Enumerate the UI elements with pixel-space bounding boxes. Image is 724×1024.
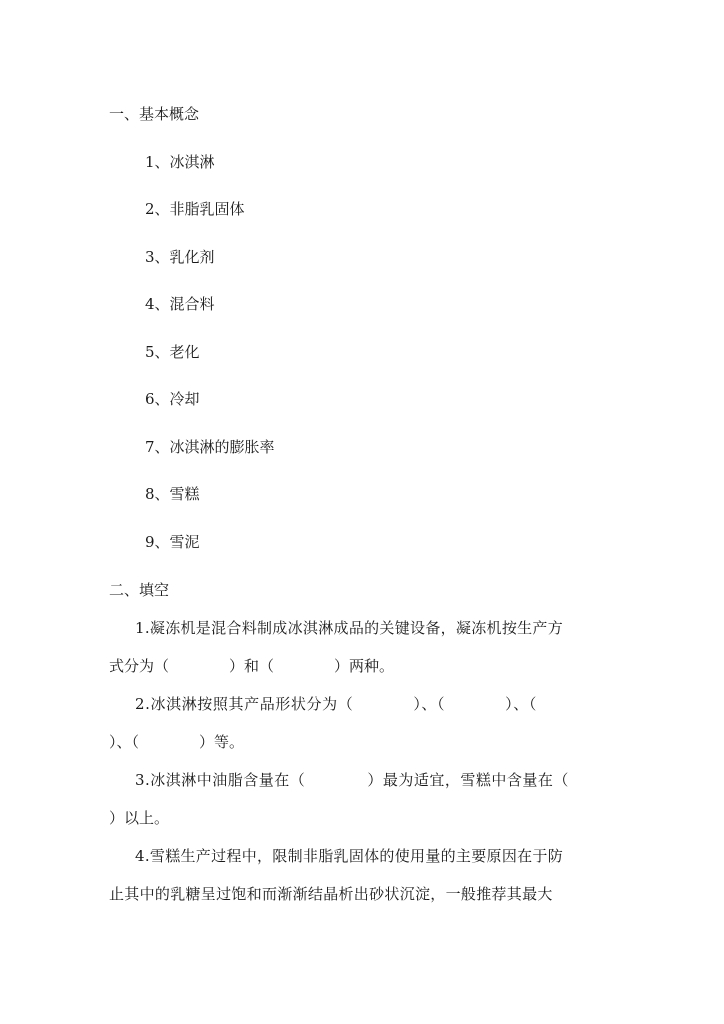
question-4-line-1: 4.雪糕生产过程中，限制非脂乳固体的使用量的主要原因在于防	[135, 847, 564, 865]
question-1-text-b: ）和（	[229, 657, 275, 675]
question-2-text-d: ）、（	[109, 733, 140, 751]
question-2-line-1	[135, 694, 537, 714]
concept-item-9: 9、雪泥	[145, 533, 200, 551]
question-3-text-b: ）最为适宜，雪糕中含量在（	[367, 771, 569, 789]
concept-item-7: 7、冰淇淋的膨胀率	[145, 438, 275, 456]
question-4-line-2: 止其中的乳糖呈过饱和而渐渐结晶析出砂状沉淀，一般推荐其最大	[109, 885, 553, 903]
question-1-text-c: ）两种。	[334, 657, 395, 675]
question-3-text-a: 3.冰淇淋中油脂含量在（	[135, 771, 306, 789]
concept-item-2: 2、非脂乳固体	[145, 200, 245, 218]
concept-item-1: 1、冰淇淋	[145, 153, 215, 171]
question-1-line-1: 1.凝冻机是混合料制成冰淇淋成品的关键设备，凝冻机按生产方	[135, 619, 564, 637]
concept-item-6: 6、冷却	[145, 390, 200, 408]
question-2-text-c: ）、（	[505, 695, 537, 713]
question-3-line-2: ）以上。	[109, 809, 170, 827]
concept-item-5: 5、老化	[145, 343, 200, 361]
question-2-text-b: ）、（	[413, 695, 446, 713]
question-1-line-2	[109, 656, 394, 676]
question-3-line-1	[135, 770, 569, 790]
concept-item-4: 4、混合料	[145, 295, 215, 313]
question-2-line-2	[109, 732, 244, 752]
question-1-text-a: 式分为（	[109, 657, 170, 675]
section1-heading: 一、基本概念	[109, 105, 200, 123]
question-2-text-a: 2.冰淇淋按照其产品形状分为（	[135, 695, 354, 713]
section2-heading: 二、填空	[109, 581, 170, 599]
concept-item-3: 3、乳化剂	[145, 248, 215, 266]
concept-item-8: 8、雪糕	[145, 485, 200, 503]
question-2-text-e: ）等。	[199, 733, 245, 751]
